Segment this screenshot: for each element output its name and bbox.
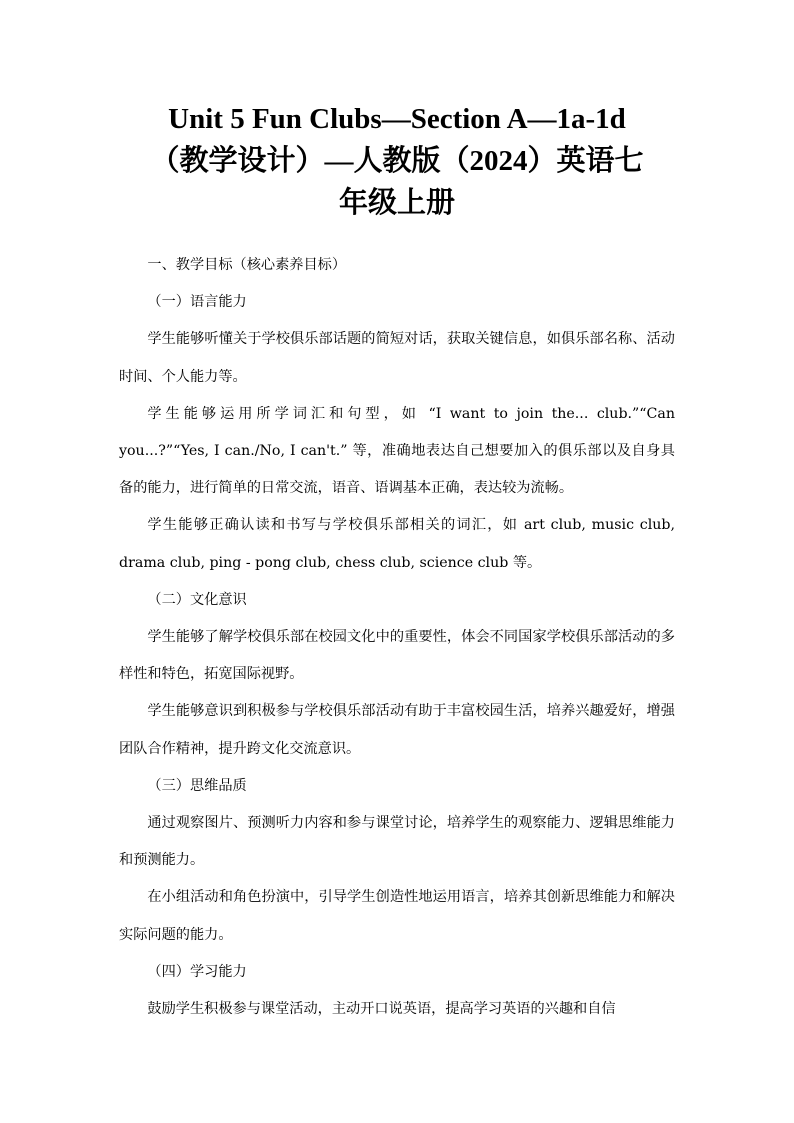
subsection-heading-language: （一）语言能力 xyxy=(147,294,247,311)
title-line-2: （教学设计）—人教版（2024）英语七 xyxy=(150,145,644,177)
paragraph-thinking-1: 通过观察图片、预测听力内容和参与课堂讨论，培养学生的观察能力、逻辑思维能力和预测能力。 xyxy=(119,815,675,869)
subsection-heading-learning: （四）学习能力 xyxy=(147,963,247,980)
paragraph-speaking: 学生能够运用所学词汇和句型，如 “I want to join the... club.”“Can you...?”“Yes, I can./No, I can't.” 等，准确地表达自己想要加入的俱乐部以及自身具备的能力，进行简单的日常交流，语音、语调基本正确，表达较为流畅。 xyxy=(119,405,675,497)
paragraph-listening: 学生能够听懂关于学校俱乐部话题的简短对话，获取关键信息，如俱乐部名称、活动时间、个人能力等。 xyxy=(119,331,675,385)
paragraph-culture-1: 学生能够了解学校俱乐部在校园文化中的重要性，体会不同国家学校俱乐部活动的多样性和特色，拓宽国际视野。 xyxy=(119,629,675,683)
paragraph-learning-1: 鼓励学生积极参与课堂活动，主动开口说英语，提高学习英语的兴趣和自信 xyxy=(147,1001,616,1018)
paragraph-thinking-2: 在小组活动和角色扮演中，引导学生创造性地运用语言，培养其创新思维能力和解决实际问题的能力。 xyxy=(119,889,675,943)
paragraph-vocabulary: 学生能够正确认读和书写与学校俱乐部相关的词汇，如 art club, music club, drama club, ping - pong club, chess club, science club 等。 xyxy=(119,517,675,571)
document-body xyxy=(119,247,675,1028)
document-title xyxy=(100,98,694,224)
subsection-heading-culture: （二）文化意识 xyxy=(147,591,247,608)
title-line-3: 年级上册 xyxy=(338,187,455,219)
section-heading-objectives: 一、教学目标（核心素养目标） xyxy=(147,257,347,273)
paragraph-culture-2: 学生能够意识到积极参与学校俱乐部活动有助于丰富校园生活，培养兴趣爱好，增强团队合作精神，提升跨文化交流意识。 xyxy=(119,703,675,757)
title-line-1: Unit 5 Fun Clubs—Section A—1a-1d xyxy=(168,103,626,135)
subsection-heading-thinking: （三）思维品质 xyxy=(147,777,247,794)
